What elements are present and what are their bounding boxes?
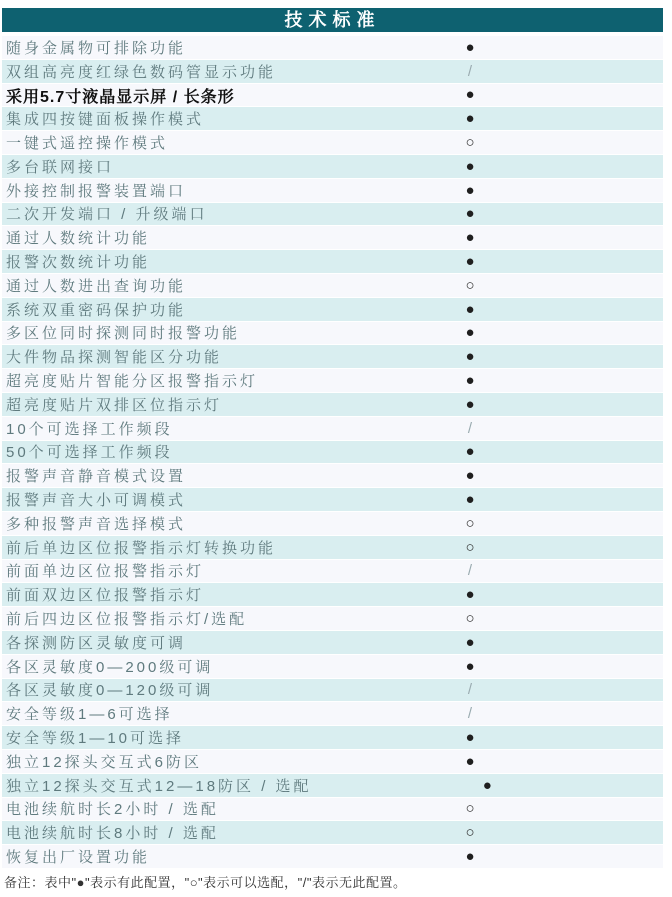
feature-label: 独立12探头交互式6防区 (6, 753, 203, 771)
filled-circle-icon: ● (465, 467, 475, 485)
feature-label: 双组高亮度红绿色数码管显示功能 (6, 63, 277, 81)
table-row (2, 84, 663, 107)
filled-circle-icon: ● (465, 633, 475, 651)
table-row (2, 512, 663, 535)
feature-label: 电池续航时长8小时 / 选配 (6, 825, 219, 843)
feature-label: 超亮度贴片智能分区报警指示灯 (6, 373, 259, 391)
filled-circle-icon: ● (465, 752, 475, 770)
hollow-circle-icon: ○ (465, 276, 475, 294)
filled-circle-icon: ● (465, 300, 475, 318)
table-row (2, 679, 663, 702)
spec-table-body (2, 36, 663, 868)
filled-circle-icon: ● (465, 372, 475, 390)
filled-circle-icon: ● (465, 181, 475, 199)
table-row (2, 203, 663, 226)
table-row (2, 36, 663, 59)
filled-circle-icon: ● (465, 348, 475, 366)
table-row (2, 726, 663, 749)
table-row (2, 583, 663, 606)
feature-label: 报警声音大小可调模式 (6, 492, 187, 510)
feature-label: 一键式遥控操作模式 (6, 135, 169, 153)
feature-label: 安全等级1—10可选择 (6, 730, 185, 747)
filled-circle-icon: ● (465, 229, 475, 247)
footer-note: 备注：表中"●"表示有此配置，"○"表示可以选配，"/"表示无此配置。 (4, 874, 407, 890)
table-row (2, 798, 663, 821)
filled-circle-icon: ● (465, 110, 475, 128)
slash-icon: / (467, 681, 473, 699)
hollow-circle-icon: ○ (465, 824, 475, 842)
slash-icon: / (467, 562, 473, 580)
table-title: 技术标准 (2, 8, 663, 32)
filled-circle-icon: ● (465, 38, 475, 56)
feature-label: 10个可选择工作频段 (6, 420, 173, 438)
hollow-circle-icon: ○ (465, 538, 475, 556)
table-row (2, 417, 663, 440)
feature-label: 各区灵敏度0—120级可调 (6, 682, 214, 700)
filled-circle-icon: ● (465, 205, 475, 223)
feature-label: 通过人数进出查询功能 (6, 277, 187, 295)
feature-label: 系统双重密码保护功能 (6, 301, 187, 319)
table-row (2, 560, 663, 583)
table-row (2, 155, 663, 178)
table-row (2, 631, 663, 654)
filled-circle-icon: ● (465, 586, 475, 604)
filled-circle-icon: ● (465, 324, 475, 342)
filled-circle-icon: ● (465, 729, 475, 746)
filled-circle-icon: ● (465, 395, 475, 413)
table-row (2, 60, 663, 83)
table-row (2, 131, 663, 154)
table-row (2, 179, 663, 202)
slash-icon: / (467, 705, 473, 723)
feature-label: 各区灵敏度0—200级可调 (6, 658, 214, 676)
table-row (2, 298, 663, 321)
feature-label: 前后单边区位报警指示灯转换功能 (6, 539, 277, 557)
table-row (2, 464, 663, 487)
table-row (2, 274, 663, 297)
slash-icon: / (467, 419, 473, 437)
table-row (2, 322, 663, 345)
table-row (2, 345, 663, 368)
filled-circle-icon: ● (465, 657, 475, 675)
hollow-circle-icon: ○ (465, 610, 475, 628)
feature-label: 电池续航时长2小时 / 选配 (6, 801, 219, 819)
feature-label: 超亮度贴片双排区位指示灯 (6, 396, 223, 414)
table-row (2, 750, 663, 773)
table-row (2, 655, 663, 678)
table-row (2, 774, 663, 797)
feature-label: 报警次数统计功能 (6, 254, 151, 272)
table-row (2, 393, 663, 416)
filled-circle-icon: ● (465, 86, 475, 104)
hollow-circle-icon: ○ (465, 800, 475, 818)
table-row (2, 369, 663, 392)
feature-label: 多种报警声音选择模式 (6, 515, 187, 533)
feature-label: 前面单边区位报警指示灯 (6, 563, 205, 581)
table-row (2, 107, 663, 130)
feature-label: 集成四按键面板操作模式 (6, 111, 205, 129)
feature-label: 报警声音静音模式设置 (6, 468, 187, 486)
feature-label: 多台联网接口 (6, 158, 115, 176)
filled-circle-icon: ● (482, 776, 492, 794)
filled-circle-icon: ● (465, 157, 475, 175)
slash-icon: / (467, 62, 473, 80)
hollow-circle-icon: ○ (465, 514, 475, 532)
table-row (2, 845, 663, 868)
filled-circle-icon: ● (465, 443, 475, 461)
feature-label: 前面双边区位报警指示灯 (6, 587, 205, 605)
filled-circle-icon: ● (465, 491, 475, 509)
table-row (2, 702, 663, 725)
table-row (2, 250, 663, 273)
table-row (2, 607, 663, 630)
feature-label: 通过人数统计功能 (6, 230, 151, 248)
feature-label: 多区位同时探测同时报警功能 (6, 325, 241, 343)
feature-label: 采用5.7寸液晶显示屏 / 长条形 (6, 88, 235, 106)
table-row (2, 536, 663, 559)
filled-circle-icon: ● (465, 847, 475, 865)
filled-circle-icon: ● (465, 253, 475, 271)
feature-label: 恢复出厂设置功能 (6, 848, 151, 866)
feature-label: 安全等级1—6可选择 (6, 706, 173, 724)
feature-label: 前后四边区位报警指示灯/选配 (6, 611, 248, 629)
feature-label: 随身金属物可排除功能 (6, 39, 187, 57)
feature-label: 50个可选择工作频段 (6, 444, 173, 462)
table-row (2, 441, 663, 464)
hollow-circle-icon: ○ (465, 134, 475, 152)
table-row (2, 488, 663, 511)
feature-label: 独立12探头交互式12—18防区 / 选配 (6, 777, 312, 795)
table-row (2, 821, 663, 844)
feature-label: 二次开发端口 / 升级端口 (6, 206, 208, 224)
feature-label: 各探测防区灵敏度可调 (6, 634, 187, 652)
feature-label: 外接控制报警装置端口 (6, 182, 187, 200)
feature-label: 大件物品探测智能区分功能 (6, 349, 223, 367)
table-row (2, 226, 663, 249)
